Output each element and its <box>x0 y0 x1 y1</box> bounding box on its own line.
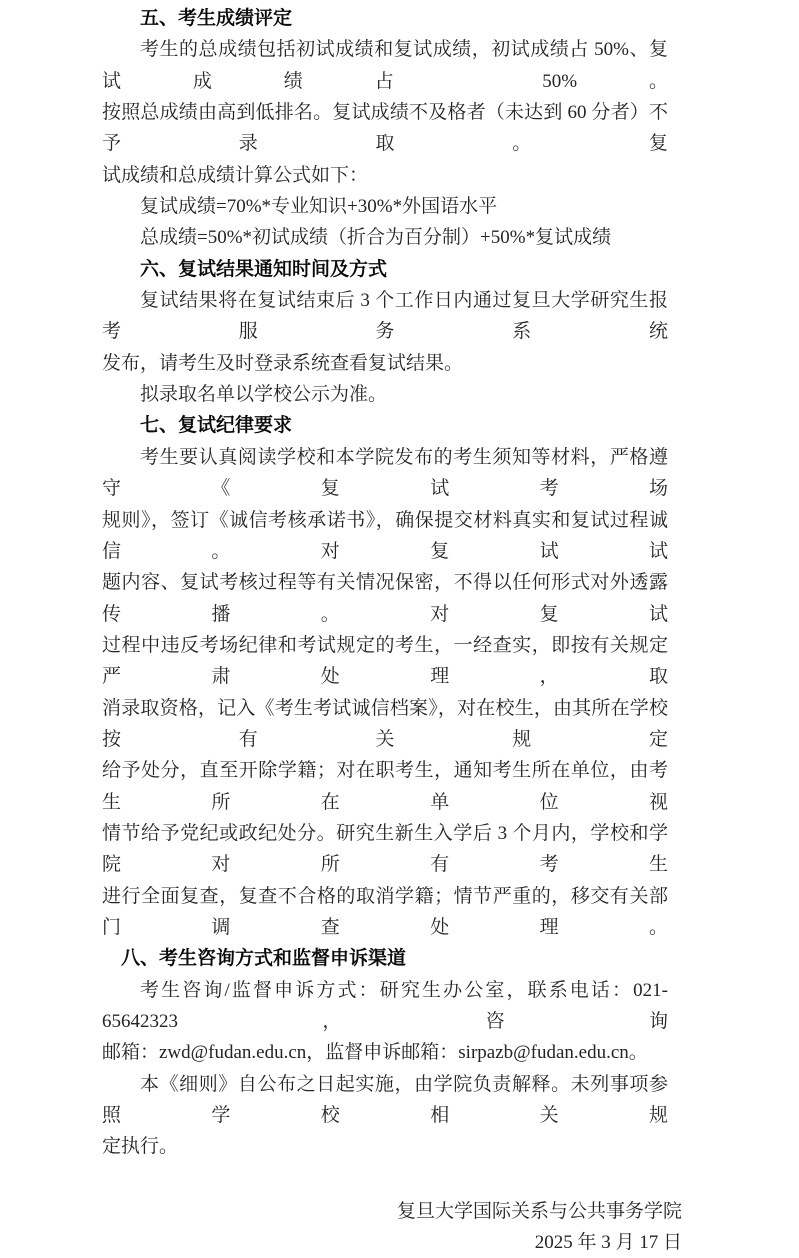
section-heading: 五、考生成绩评定 <box>140 8 293 29</box>
text-line: 本《细则》自公布之日起实施，由学院负责解释。未列事项参照学校相关规 <box>102 1073 668 1127</box>
text-line: 消录取资格，记入《考生考试诚信档案》，对在校生，由其所在学校按有关规定 <box>102 697 668 750</box>
text-line: 规则》，签订《诚信考核承诺书》，确保提交材料真实和复试过程诚信。对复试试 <box>102 509 668 562</box>
text-line: 过程中违反考场纪律和考试规定的考生，一经查实，即按有关规定严肃处理，取 <box>102 634 668 688</box>
text-line: 复试结果将在复试结束后 3 个工作日内通过复旦大学研究生报考服务系统 <box>102 290 668 343</box>
text-line: 试成绩和总成绩计算公式如下： <box>102 164 369 186</box>
section-heading: 六、复试结果通知时间及方式 <box>140 258 388 280</box>
text-line: 按照总成绩由高到低排名。复试成绩不及格者（未达到 60 分者）不予录取。复 <box>102 102 668 155</box>
text-line: 进行全面复查，复查不合格的取消学籍；情节严重的，移交有关部门调查处理。 <box>102 885 668 938</box>
text-line: 定执行。 <box>102 1136 179 1158</box>
signature-block <box>102 1196 682 1258</box>
text-line: 题内容、复试考核过程等有关情况保密，不得以任何形式对外透露传播。对复试 <box>102 572 668 625</box>
text-line: 拟录取名单以学校公示为准。 <box>140 384 388 406</box>
document-body <box>102 3 668 1163</box>
text-line: 总成绩=50%*初试成绩（折合为百分制）+50%*复试成绩 <box>140 227 612 249</box>
text-line: 考生的总成绩包括初试成绩和复试成绩，初试成绩占 50%、复试成绩占 50%。 <box>102 39 668 92</box>
section-heading: 八、考生咨询方式和监督申诉渠道 <box>121 948 407 970</box>
text-line: 邮箱：zwd@fudan.edu.cn，监督申诉邮箱：sirpazb@fudan.edu.cn。 <box>102 1042 648 1064</box>
text-line: 考生要认真阅读学校和本学院发布的考生须知等材料，严格遵守《复试考场 <box>102 446 668 500</box>
signature-org: 复旦大学国际关系与公共事务学院 <box>396 1200 682 1222</box>
text-line: 情节给予党纪或政纪处分。研究生新生入学后 3 个月内，学校和学院对所有考生 <box>102 822 668 876</box>
section-heading: 七、复试纪律要求 <box>140 415 293 437</box>
text-line: 复试成绩=70%*专业知识+30%*外国语水平 <box>140 196 498 218</box>
text-line: 考生咨询/监督申诉方式：研究生办公室，联系电话：021-65642323，咨询 <box>102 979 668 1032</box>
text-line: 给予处分，直至开除学籍；对在职考生，通知考生所在单位，由考生所在单位视 <box>102 760 668 813</box>
signature-date: 2025 年 3 月 17 日 <box>534 1232 682 1254</box>
text-line: 发布，请考生及时登录系统查看复试结果。 <box>102 352 464 374</box>
